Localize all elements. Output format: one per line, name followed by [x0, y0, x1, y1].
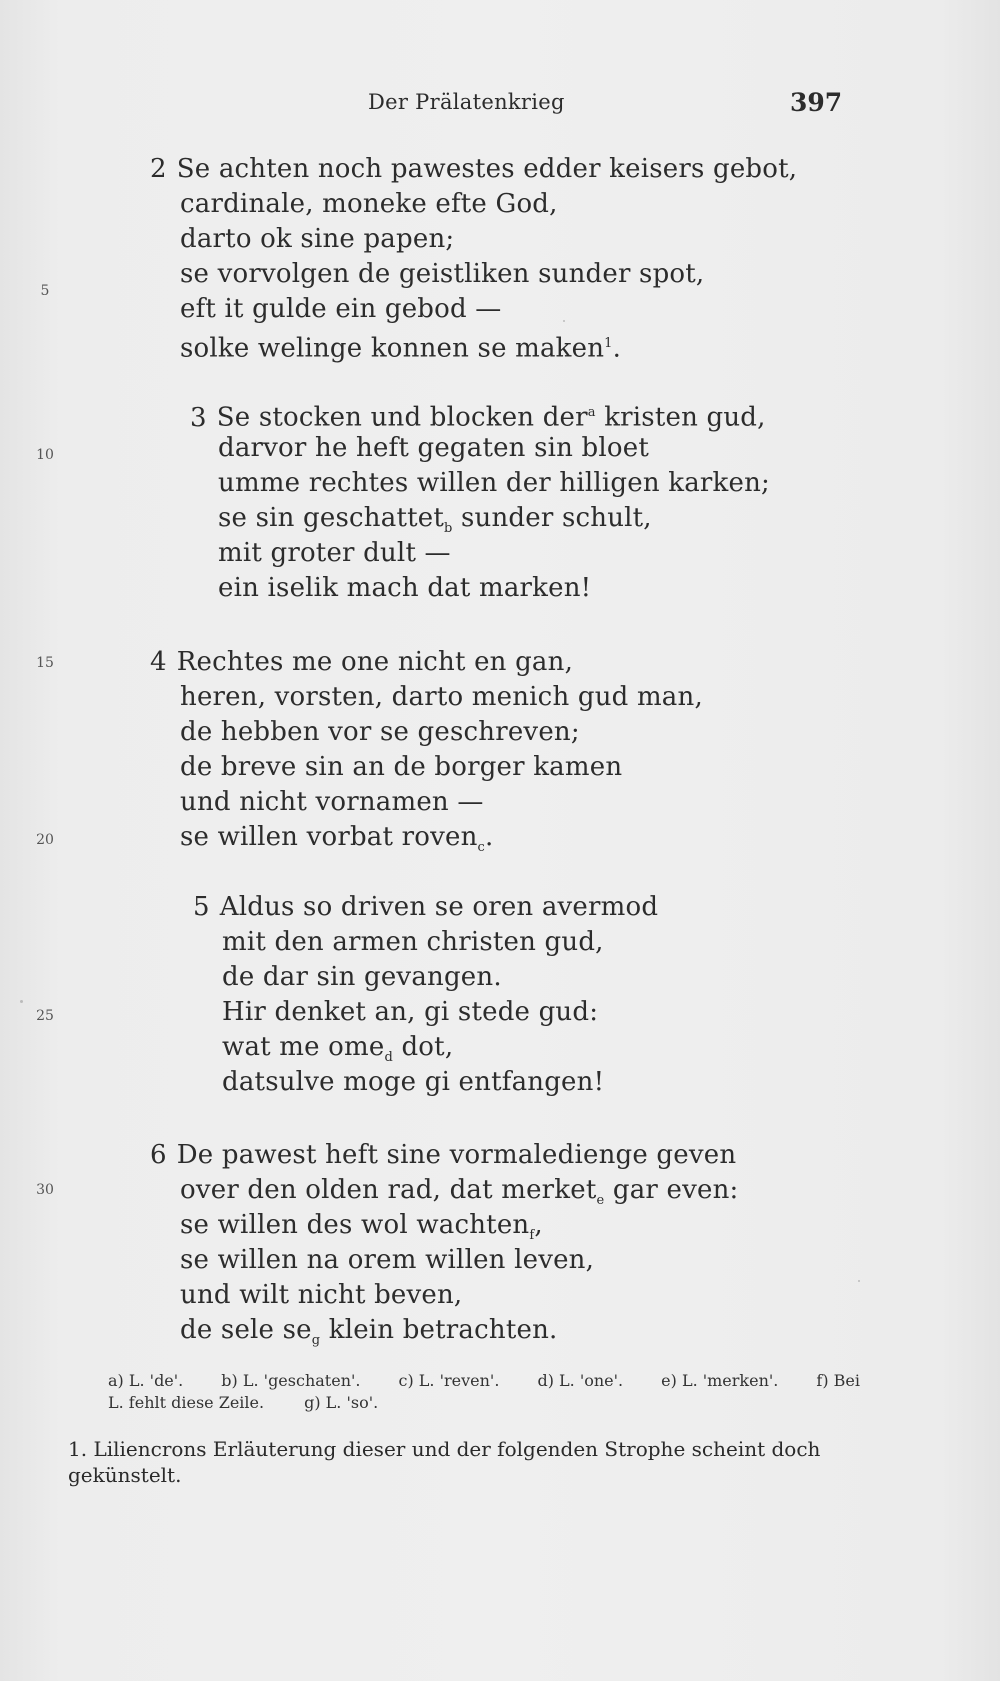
verse-line: de breve sin an de borger kamen: [180, 752, 623, 782]
line-number: 25: [36, 1008, 54, 1024]
apparatus-entry: b) L. 'geschaten'.: [221, 1371, 361, 1390]
apparatus-entry: f) Bei: [816, 1371, 860, 1390]
verse-line: 2 Se achten noch pawestes edder keisers gebot,: [150, 154, 798, 184]
stanza-number: 5: [193, 892, 210, 922]
line-number: 20: [36, 832, 54, 848]
apparatus-mark: g: [311, 1333, 321, 1349]
critical-apparatus: [108, 1370, 860, 1414]
paper-speck: [20, 1000, 23, 1003]
verse-line: 6 De pawest heft sine vormaledienge geven: [150, 1140, 737, 1170]
apparatus-entry: d) L. 'one'.: [537, 1371, 624, 1390]
line-number: 5: [40, 283, 50, 299]
verse-line: darto ok sine papen;: [180, 224, 455, 254]
verse-line: mit groter dult —: [218, 538, 451, 568]
apparatus-entry: c) L. 'reven'.: [398, 1371, 500, 1390]
verse-line: 3 Se stocken und blocken der$^a$ kristen gud,: [190, 402, 766, 433]
verse-line: over den olden rad, dat merket$_e$ gar even:: [180, 1175, 739, 1209]
paper-speck: [858, 1280, 860, 1282]
apparatus-mark: f: [529, 1228, 535, 1244]
verse-line: de sele $se_g$ klein betrachten.: [180, 1315, 558, 1349]
apparatus-entry: g) L. 'so'.: [304, 1393, 379, 1412]
verse-line: se willen vorbat roven$_c$.: [180, 822, 494, 856]
verse-line: und wilt nicht beven,: [180, 1280, 463, 1310]
verse-line: heren, vorsten, darto menich gud man,: [180, 682, 703, 712]
verse-line: Hir denket an, gi stede gud:: [222, 997, 599, 1027]
verse-line: cardinale, moneke efte God,: [180, 189, 558, 219]
stanza-number: 6: [150, 1140, 167, 1170]
page-header: [0, 90, 1000, 120]
verse-line: ein iselik mach dat marken!: [218, 573, 592, 603]
line-number: 30: [36, 1182, 54, 1198]
verse-line: de dar sin gevangen.: [222, 962, 502, 992]
verse-line: und nicht vornamen —: [180, 787, 484, 817]
apparatus-entry: e) L. 'merken'.: [661, 1371, 779, 1390]
stanza-number: 3: [190, 402, 207, 433]
running-title: Der Prälatenkrieg: [368, 90, 565, 114]
apparatus-mark: e: [596, 1193, 605, 1209]
note-reference: 1: [604, 336, 613, 351]
verse-line: solke welinge konnen se maken$^1$.: [180, 333, 622, 364]
stanza-number: 4: [150, 647, 167, 677]
page-number: 397: [790, 88, 843, 117]
apparatus-mark: d: [384, 1050, 393, 1066]
verse-line: wat me ome$_d$ dot,: [222, 1032, 454, 1066]
apparatus-entry: a) L. 'de'.: [108, 1371, 184, 1390]
apparatus-entry: L. fehlt diese Zeile.: [108, 1393, 265, 1412]
verse-line: se sin geschattet$_b$ sunder schult,: [218, 503, 652, 537]
verse-line: datsulve moge gi entfangen!: [222, 1067, 605, 1097]
line-number: 10: [36, 447, 54, 463]
apparatus-mark: c: [477, 840, 486, 856]
verse-line: de hebben vor se geschreven;: [180, 717, 580, 747]
verse-line: se willen na orem willen leven,: [180, 1245, 595, 1275]
verse-line: mit den armen christen gud,: [222, 927, 604, 957]
verse-line: darvor he heft gegaten sin bloet: [218, 433, 650, 463]
verse-line: 4 Rechtes me one nicht en gan,: [150, 647, 574, 677]
verse-line: umme rechtes willen der hilligen karken;: [218, 468, 770, 498]
apparatus-mark: b: [443, 521, 453, 537]
explanatory-footnote: 1. Liliencrons Erläuterung dieser und der folgenden Strophe scheint doch gekünstelt.: [68, 1437, 821, 1487]
paper-speck: [563, 320, 565, 322]
line-number: 15: [36, 655, 54, 671]
stanza-number: 2: [150, 154, 167, 184]
verse-line: eft it gulde ein gebod —: [180, 294, 502, 324]
verse-line: 5 Aldus so driven se oren avermod: [193, 892, 659, 922]
verse-line: se vorvolgen de geistliken sunder spot,: [180, 259, 705, 289]
verse-line: se willen des wol wachten$_f$,: [180, 1210, 543, 1244]
apparatus-mark: a: [587, 405, 596, 420]
